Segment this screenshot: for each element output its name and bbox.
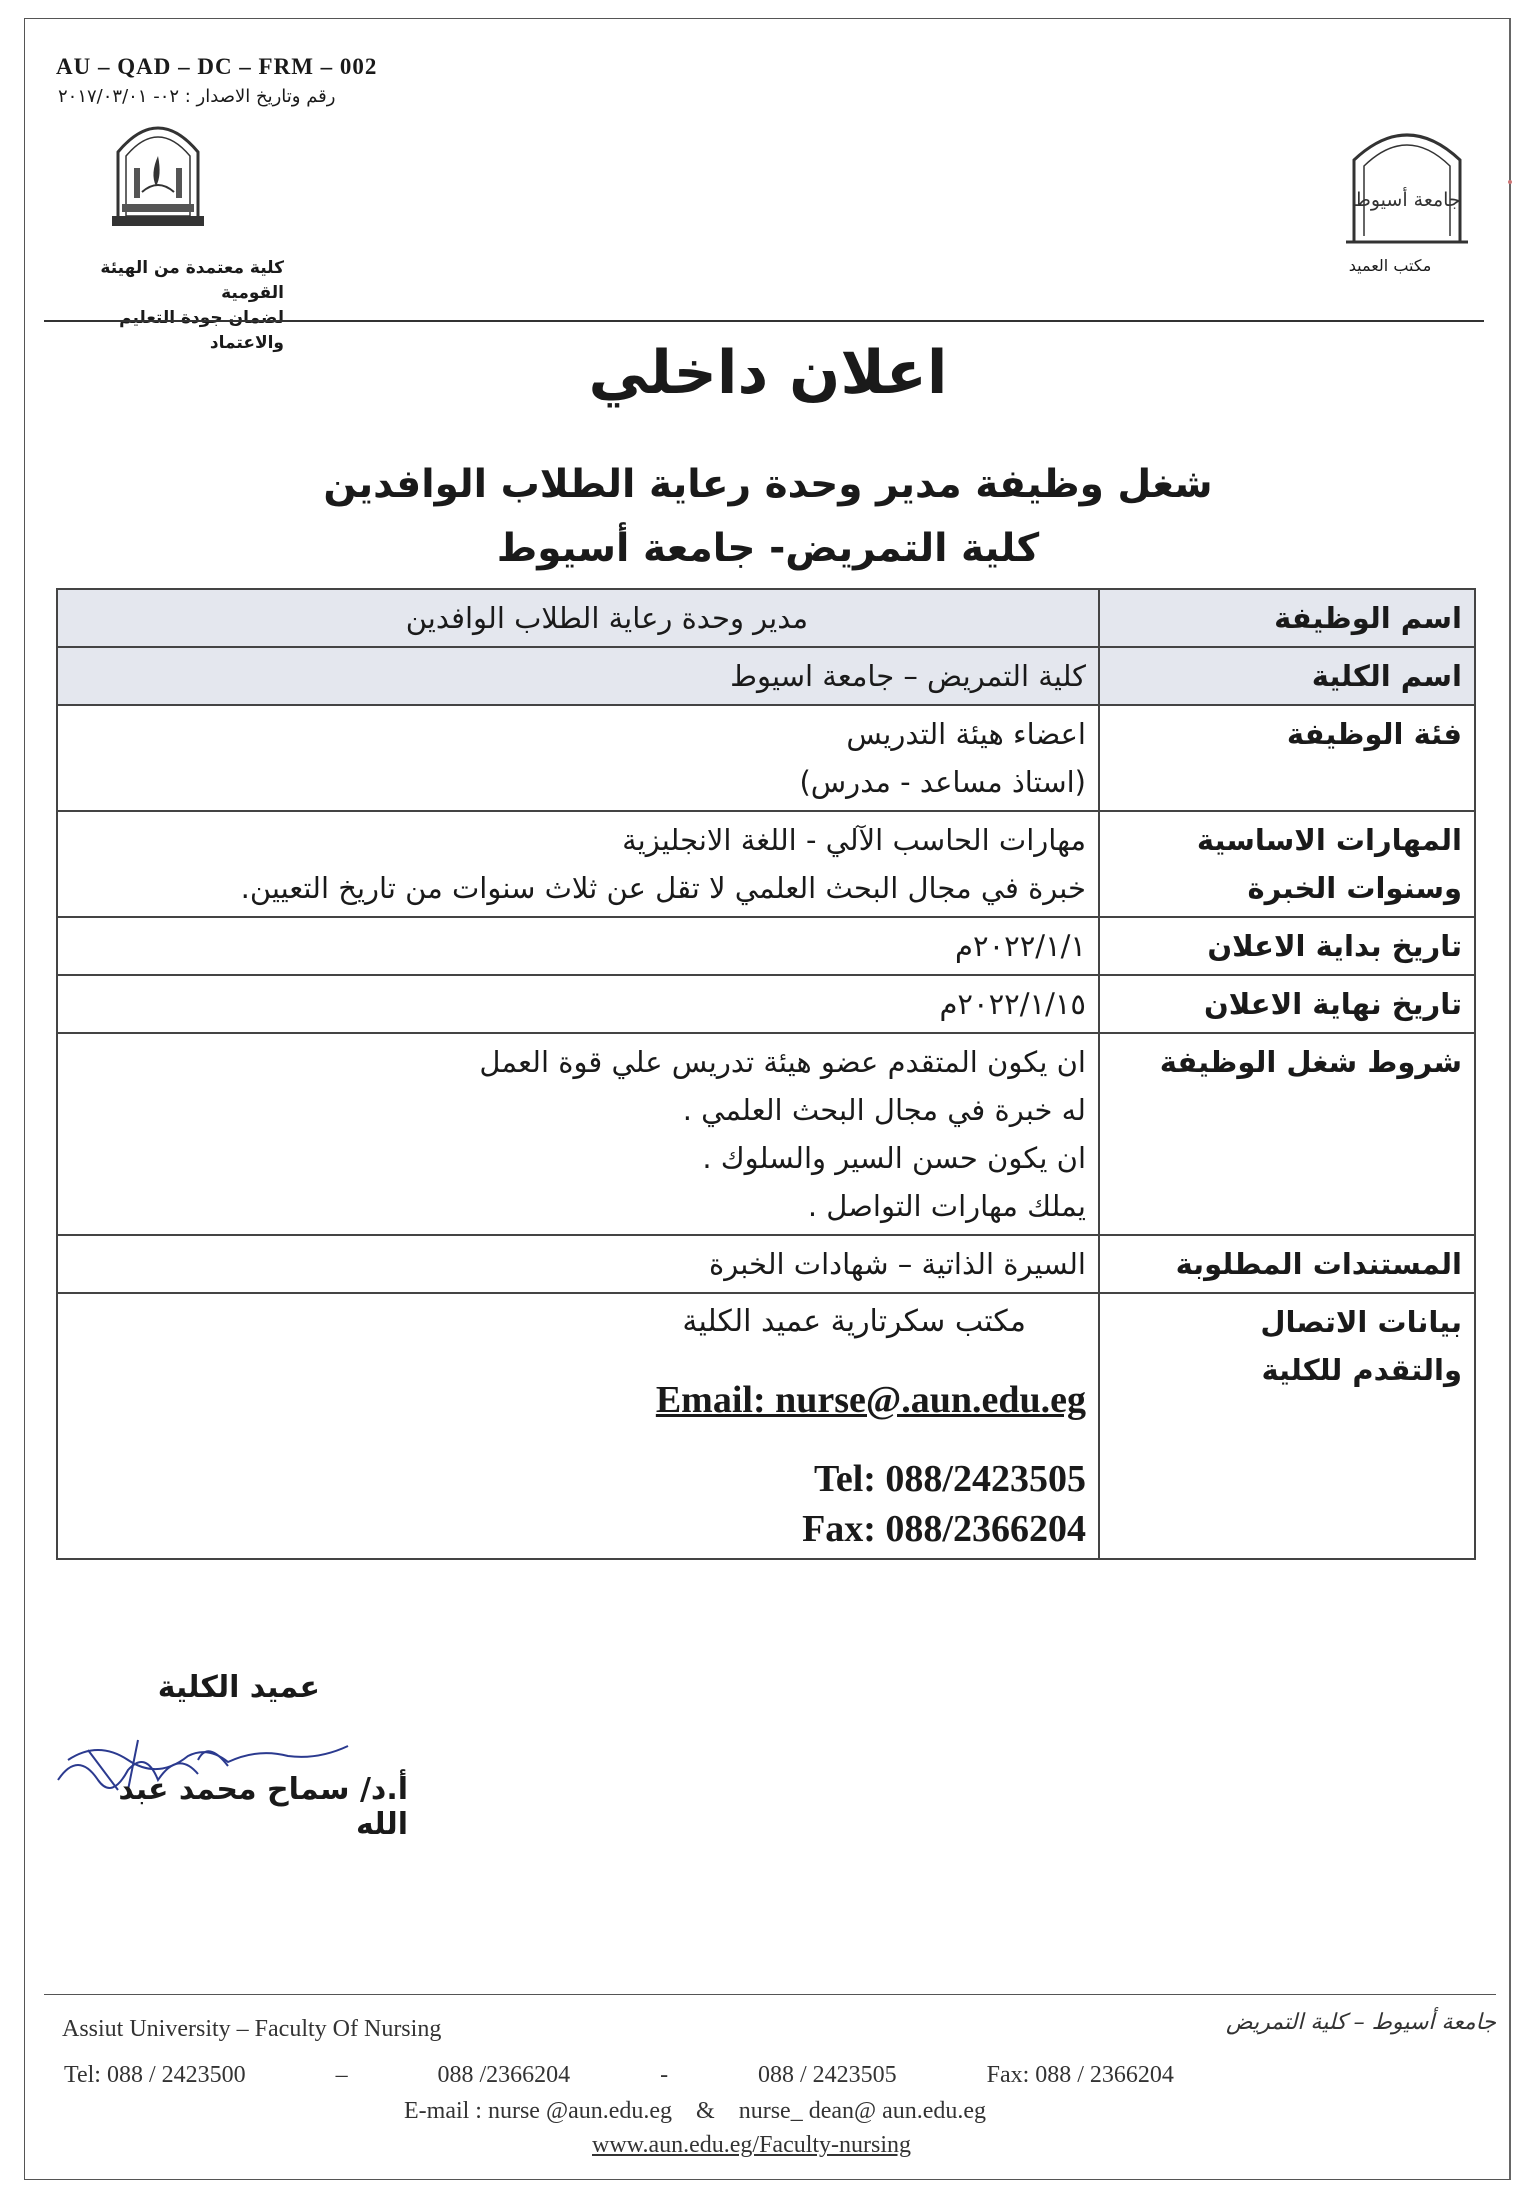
footer-emails — [404, 2098, 1004, 2125]
contact-fax: Fax: 088/2366204 — [802, 1508, 1086, 1550]
footer-organization: Assiut University – Faculty Of Nursing — [62, 2016, 442, 2042]
faculty-value: كلية التمريض – جامعة اسيوط — [57, 647, 1099, 705]
contact-label — [1099, 1293, 1475, 1559]
faculty-seal-icon — [108, 112, 208, 230]
announcement-table — [56, 588, 1476, 1560]
accreditation-line-1: كلية معتمدة من الهيئة القومية — [100, 258, 284, 303]
header-divider — [44, 320, 1484, 322]
category-value — [57, 705, 1099, 811]
skills-line-2: خبرة في مجال البحث العلمي لا تقل عن ثلاث سنوات من تاريخ التعيين. — [240, 871, 1086, 905]
subtitle-faculty: كلية التمريض- جامعة أسيوط — [496, 526, 1040, 571]
table-row — [57, 1235, 1475, 1293]
footer-divider — [44, 1994, 1496, 1995]
conditions-label: شروط شغل الوظيفة — [1099, 1033, 1475, 1235]
documents-label: المستندات المطلوبة — [1099, 1235, 1475, 1293]
condition-item: ان يكون حسن السير والسلوك . — [702, 1141, 1086, 1175]
university-logo-text: جامعة أسيوط — [1353, 189, 1461, 211]
skills-label-line-2: وسنوات الخبرة — [1247, 871, 1462, 905]
end-date-label: تاريخ نهاية الاعلان — [1099, 975, 1475, 1033]
footer-ampersand: & — [696, 2098, 715, 2124]
skills-line-1: مهارات الحاسب الآلي - اللغة الانجليزية — [622, 823, 1086, 857]
table-row — [57, 917, 1475, 975]
footer-dash: - — [660, 2062, 669, 2088]
faculty-label: اسم الكلية — [1099, 647, 1475, 705]
contact-value — [57, 1293, 1099, 1559]
table-row — [57, 975, 1475, 1033]
subtitle-job: شغل وظيفة مدير وحدة رعاية الطلاب الوافدين — [323, 462, 1213, 507]
category-line-2: (استاذ مساعد - مدرس) — [799, 765, 1086, 799]
university-logo-icon — [1332, 120, 1482, 250]
contact-details — [70, 1376, 1086, 1554]
footer-tel-1: Tel: 088 / 2423500 — [64, 2062, 246, 2088]
footer-phones — [64, 2062, 1174, 2089]
footer-email-2[interactable]: nurse_ dean@ aun.edu.eg — [738, 2098, 987, 2124]
page-title: اعلان داخلي — [588, 338, 948, 408]
condition-item: له خبرة في مجال البحث العلمي . — [682, 1093, 1086, 1127]
accreditation-line-2: لضمان جودة التعليم والاعتماد — [119, 308, 284, 353]
dean-office-label: مكتب العميد — [1348, 256, 1432, 275]
contact-label-line-1: بيانات الاتصال — [1260, 1305, 1462, 1339]
skills-label — [1099, 811, 1475, 917]
footer-fax: Fax: 088 / 2366204 — [986, 2062, 1174, 2088]
skills-value — [57, 811, 1099, 917]
job-name-label: اسم الوظيفة — [1099, 589, 1475, 647]
condition-item: ان يكون المتقدم عضو هيئة تدريس علي قوة العمل — [479, 1045, 1086, 1079]
form-code: AU – QAD – DC – FRM – 002 — [56, 54, 378, 79]
footer-tel-2: 088 /2366204 — [437, 2062, 571, 2088]
dean-name: أ.د/ سماح محمد عبد الله — [118, 1772, 408, 1842]
start-date-label: تاريخ بداية الاعلان — [1099, 917, 1475, 975]
category-line-1: اعضاء هيئة التدريس — [846, 717, 1086, 751]
footer-tel-3: 088 / 2423505 — [758, 2062, 897, 2088]
footer-dash: – — [335, 2062, 348, 2088]
table-row — [57, 589, 1475, 647]
table-row — [57, 811, 1475, 917]
table-row — [57, 647, 1475, 705]
documents-value: السيرة الذاتية – شهادات الخبرة — [57, 1235, 1099, 1293]
job-name-value: مدير وحدة رعاية الطلاب الوافدين — [57, 589, 1099, 647]
footer-organization-ar: جامعة أسيوط – كلية التمريض — [1226, 2010, 1496, 2035]
table-row — [57, 1293, 1475, 1559]
footer-website-link[interactable]: www.aun.edu.eg/Faculty-nursing — [592, 2132, 912, 2158]
contact-tel: Tel: 088/2423505 — [814, 1458, 1086, 1500]
scan-dot — [1508, 180, 1512, 184]
dean-title: عميد الكلية — [157, 1670, 320, 1705]
start-date-value: ٢٠٢٢/١/١م — [57, 917, 1099, 975]
issue-date: رقم وتاريخ الاصدار : ٠٢- ٢٠١٧/٠٣/٠١ — [58, 86, 336, 107]
end-date-value: ٢٠٢٢/١/١٥م — [57, 975, 1099, 1033]
table-row — [57, 1033, 1475, 1235]
conditions-value — [57, 1033, 1099, 1235]
table-row — [57, 705, 1475, 811]
footer-email-1[interactable]: E-mail : nurse @aun.edu.eg — [404, 2098, 673, 2124]
contact-label-line-2: والتقدم للكلية — [1261, 1353, 1462, 1387]
contact-email[interactable]: Email: nurse@.aun.edu.eg — [655, 1379, 1086, 1421]
category-label: فئة الوظيفة — [1099, 705, 1475, 811]
skills-label-line-1: المهارات الاساسية — [1196, 823, 1462, 857]
contact-office: مكتب سكرتارية عميد الكلية — [682, 1304, 1026, 1339]
condition-item: يملك مهارات التواصل . — [807, 1189, 1086, 1223]
